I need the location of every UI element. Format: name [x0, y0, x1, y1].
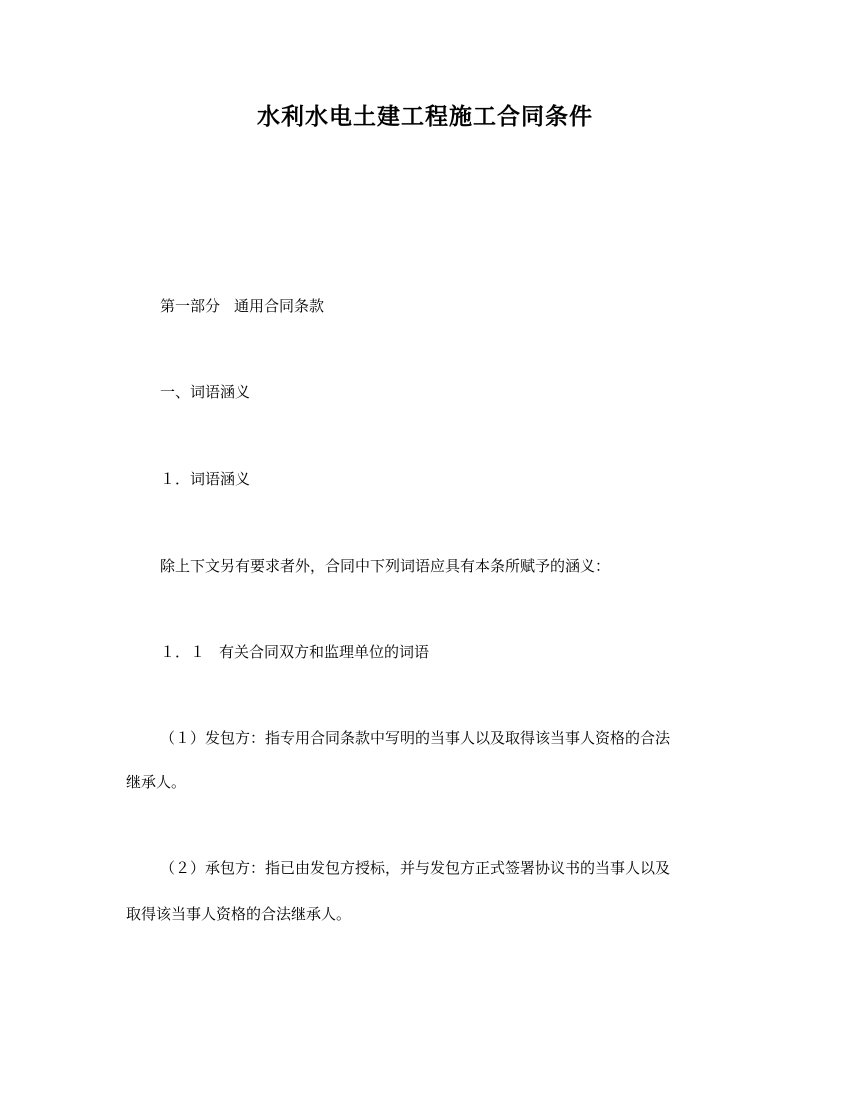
subsection-number: １．: [160, 470, 191, 488]
part-heading-text: 通用合同条款: [234, 297, 325, 315]
definition-2-text: 承包方：指已由发包方授标，并与发包方正式签署协议书的当事人以及: [205, 859, 671, 877]
clause-title: 有关合同双方和监理单位的词语: [219, 643, 430, 661]
document-title: 水利水电土建工程施工合同条件: [257, 104, 593, 130]
definition-1-line-1: [160, 728, 670, 748]
subsection-heading: [160, 469, 250, 489]
definition-2-line-1: [160, 858, 670, 878]
intro-paragraph: 除上下文另有要求者外，合同中下列词语应具有本条所赋予的涵义：: [160, 557, 611, 575]
clause-number: １．１: [160, 643, 206, 661]
clause-heading: [160, 642, 429, 662]
part-heading: [160, 296, 324, 316]
definition-1-text: 发包方：指专用合同条款中写明的当事人以及取得该当事人资格的合法: [205, 729, 671, 747]
part-heading-label: 第一部分: [160, 297, 221, 315]
definition-2-number: （２）: [160, 859, 206, 877]
section-heading: 一、词语涵义: [160, 383, 251, 401]
definition-2-line-2: 取得该当事人资格的合法继承人。: [126, 905, 352, 923]
subsection-title: 词语涵义: [190, 470, 251, 488]
definition-1-line-2: 继承人。: [126, 773, 187, 791]
definition-1-number: （１）: [160, 729, 206, 747]
